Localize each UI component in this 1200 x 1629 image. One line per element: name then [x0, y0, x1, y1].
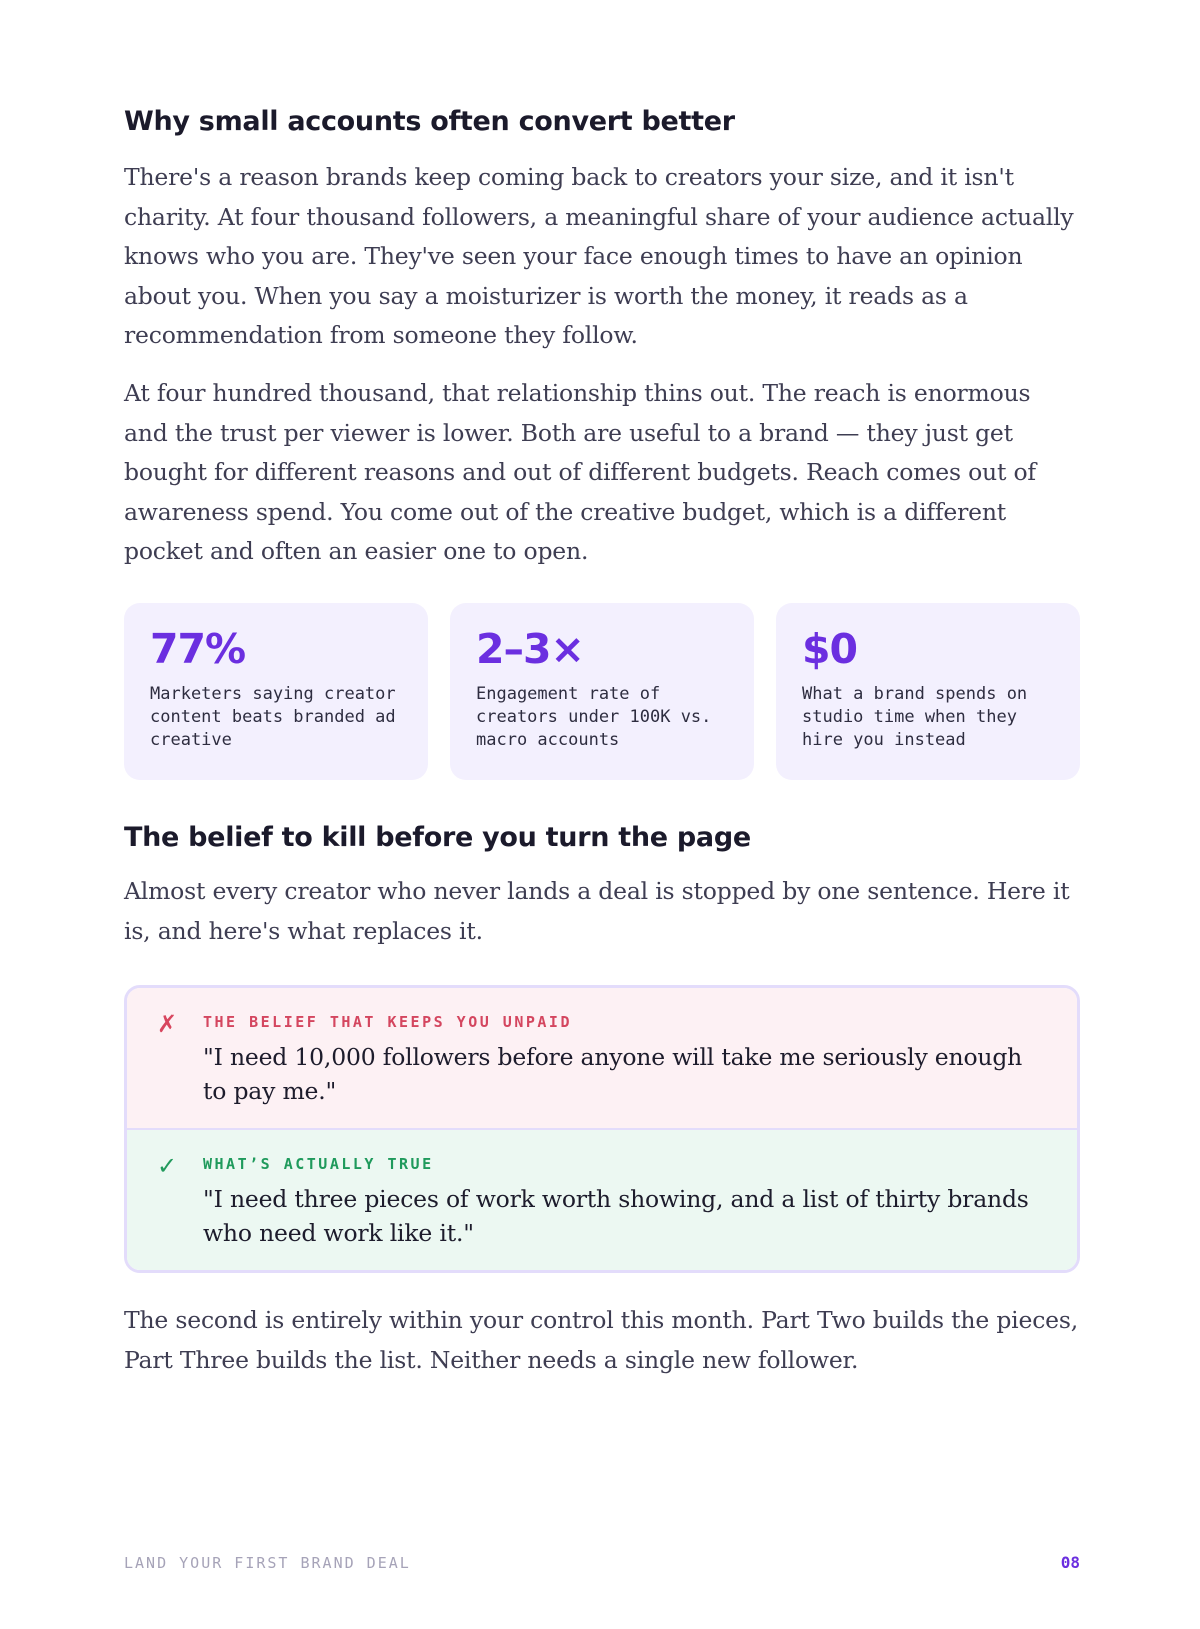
stats-row	[124, 603, 1080, 780]
truth-tag: WHAT’S ACTUALLY TRUE	[203, 1155, 434, 1173]
stat-value: 2–3×	[476, 625, 584, 673]
cross-icon: ✗	[157, 1010, 178, 1038]
truth-quote: "I need three pieces of work worth showing, and a list of thirty brands who need work like it."	[203, 1185, 1029, 1247]
stat-label: Marketers saying creator content beats branded ad creative	[150, 684, 396, 750]
stat-label: Engagement rate of creators under 100K vs. macro accounts	[476, 684, 712, 750]
myth-quote: "I need 10,000 followers before anyone will take me seriously enough to pay me."	[203, 1043, 1023, 1105]
footer-title: LAND YOUR FIRST BRAND DEAL	[124, 1553, 411, 1572]
body-paragraph: Almost every creator who never lands a deal is stopped by one sentence. Here it is, and here's what replaces it.	[124, 877, 1070, 945]
body-paragraph: The second is entirely within your control this month. Part Two builds the pieces, Part Three builds the list. Neither needs a single new follower.	[124, 1306, 1079, 1374]
stat-card	[450, 603, 754, 780]
section-heading: The belief to kill before you turn the page	[124, 822, 751, 853]
body-paragraph: At four hundred thousand, that relationship thins out. The reach is enormous and the trust per viewer is lower. Both are useful to a brand — they just get bought for different reasons and out of different budgets. Reach comes out of awareness spend. You come out of the creative budget, which is a different pocket and often an easier one to open.	[124, 379, 1036, 565]
stat-label: What a brand spends on studio time when they hire you instead	[802, 684, 1028, 750]
check-icon: ✓	[157, 1152, 178, 1180]
truth-row	[127, 1130, 1077, 1270]
section-heading: Why small accounts often convert better	[124, 106, 735, 137]
myth-row	[127, 988, 1077, 1130]
stat-value: $0	[802, 625, 858, 673]
stat-card	[776, 603, 1080, 780]
belief-comparison-box	[124, 985, 1080, 1273]
page-number: 08	[1060, 1553, 1080, 1572]
myth-tag: THE BELIEF THAT KEEPS YOU UNPAID	[203, 1013, 572, 1031]
stat-value: 77%	[150, 625, 246, 673]
page-footer	[124, 1553, 1080, 1572]
stat-card	[124, 603, 428, 780]
body-paragraph: There's a reason brands keep coming back to creators your size, and it isn't charity. At four thousand followers, a meaningful share of your audience actually knows who you are. They've seen your face enough times to have an opinion about you. When you say a moisturizer is worth the money, it reads as a recommendation from someone they follow.	[124, 163, 1074, 349]
